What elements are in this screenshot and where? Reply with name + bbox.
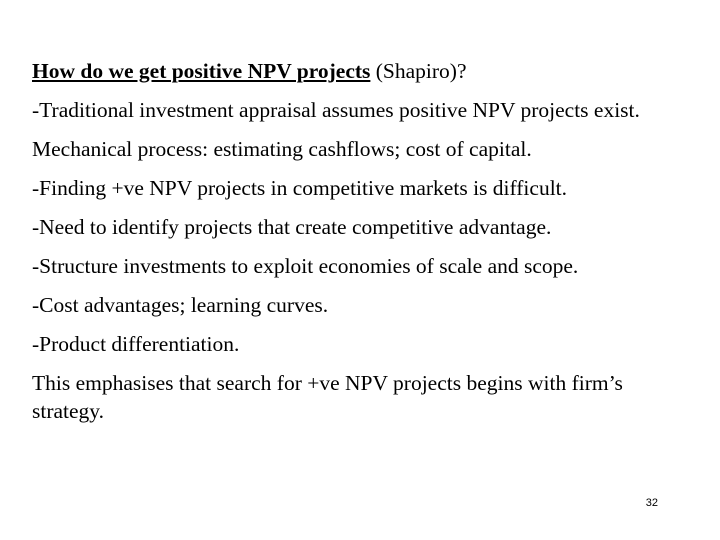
paragraph-mechanical-process: Mechanical process: estimating cashflows; cost of capital. (32, 137, 532, 161)
paragraph-cost-advantages: -Cost advantages; learning curves. (32, 293, 329, 317)
paragraph-finding-projects: -Finding +ve NPV projects in competitive markets is difficult. (32, 176, 568, 200)
slide-title-rest: (Shapiro)? (370, 59, 467, 83)
page-number: 32 (645, 497, 658, 509)
slide-title-emphasis: How do we get positive NPV projects (32, 59, 371, 83)
paragraph-traditional-appraisal: -Traditional investment appraisal assumes positive NPV projects exist. (32, 98, 640, 122)
paragraph-product-differentiation: -Product differentiation. (32, 332, 240, 356)
slide-content (32, 57, 682, 436)
slide-title (32, 57, 682, 85)
paragraph-structure-investments: -Structure investments to exploit economies of scale and scope. (32, 254, 579, 278)
paragraph-competitive-advantage: -Need to identify projects that create competitive advantage. (32, 215, 552, 239)
paragraph-firm-strategy: This emphasises that search for +ve NPV projects begins with firm’s strategy. (32, 371, 623, 423)
